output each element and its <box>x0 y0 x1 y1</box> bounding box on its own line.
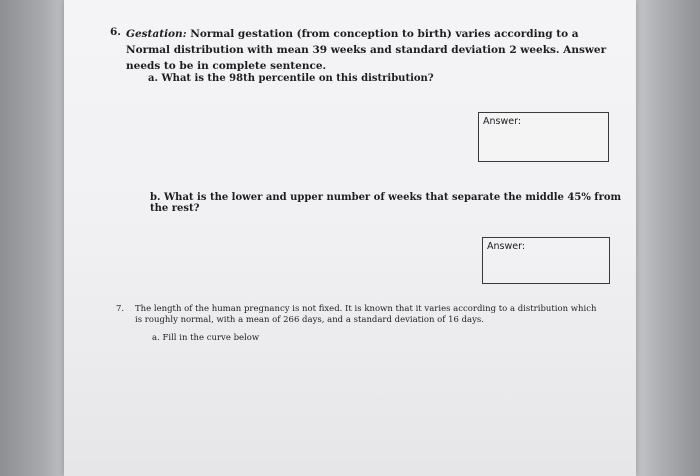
answer-box-6a[interactable] <box>478 112 609 162</box>
question-6a-prompt: a. What is the 98th percentile on this distribution? <box>148 73 434 84</box>
question-6-title: Gestation: <box>126 28 187 40</box>
answer-label: Answer: <box>487 241 526 252</box>
question-6-body: Normal gestation (from conception to birth) varies according to a Normal distribution with mean 39 weeks and standard deviation 2 weeks. Answer needs to be in complete sentence. <box>126 28 607 72</box>
answer-label: Answer: <box>483 116 522 127</box>
question-6-text <box>126 26 626 74</box>
question-7-text: The length of the human pregnancy is not fixed. It is known that it varies according to a distribution which is roughly normal, with a mean of 266 days, and a standard deviation of 16 days. <box>135 304 597 325</box>
question-7-number: 7. <box>116 304 125 314</box>
answer-box-6b[interactable] <box>482 237 610 284</box>
question-7a-prompt: a. Fill in the curve below <box>152 333 260 343</box>
worksheet-page <box>64 0 636 476</box>
question-6b-prompt: b. What is the lower and upper number of weeks that separate the middle 45% from the rest? <box>150 192 622 214</box>
question-6-number: 6. <box>110 26 121 38</box>
